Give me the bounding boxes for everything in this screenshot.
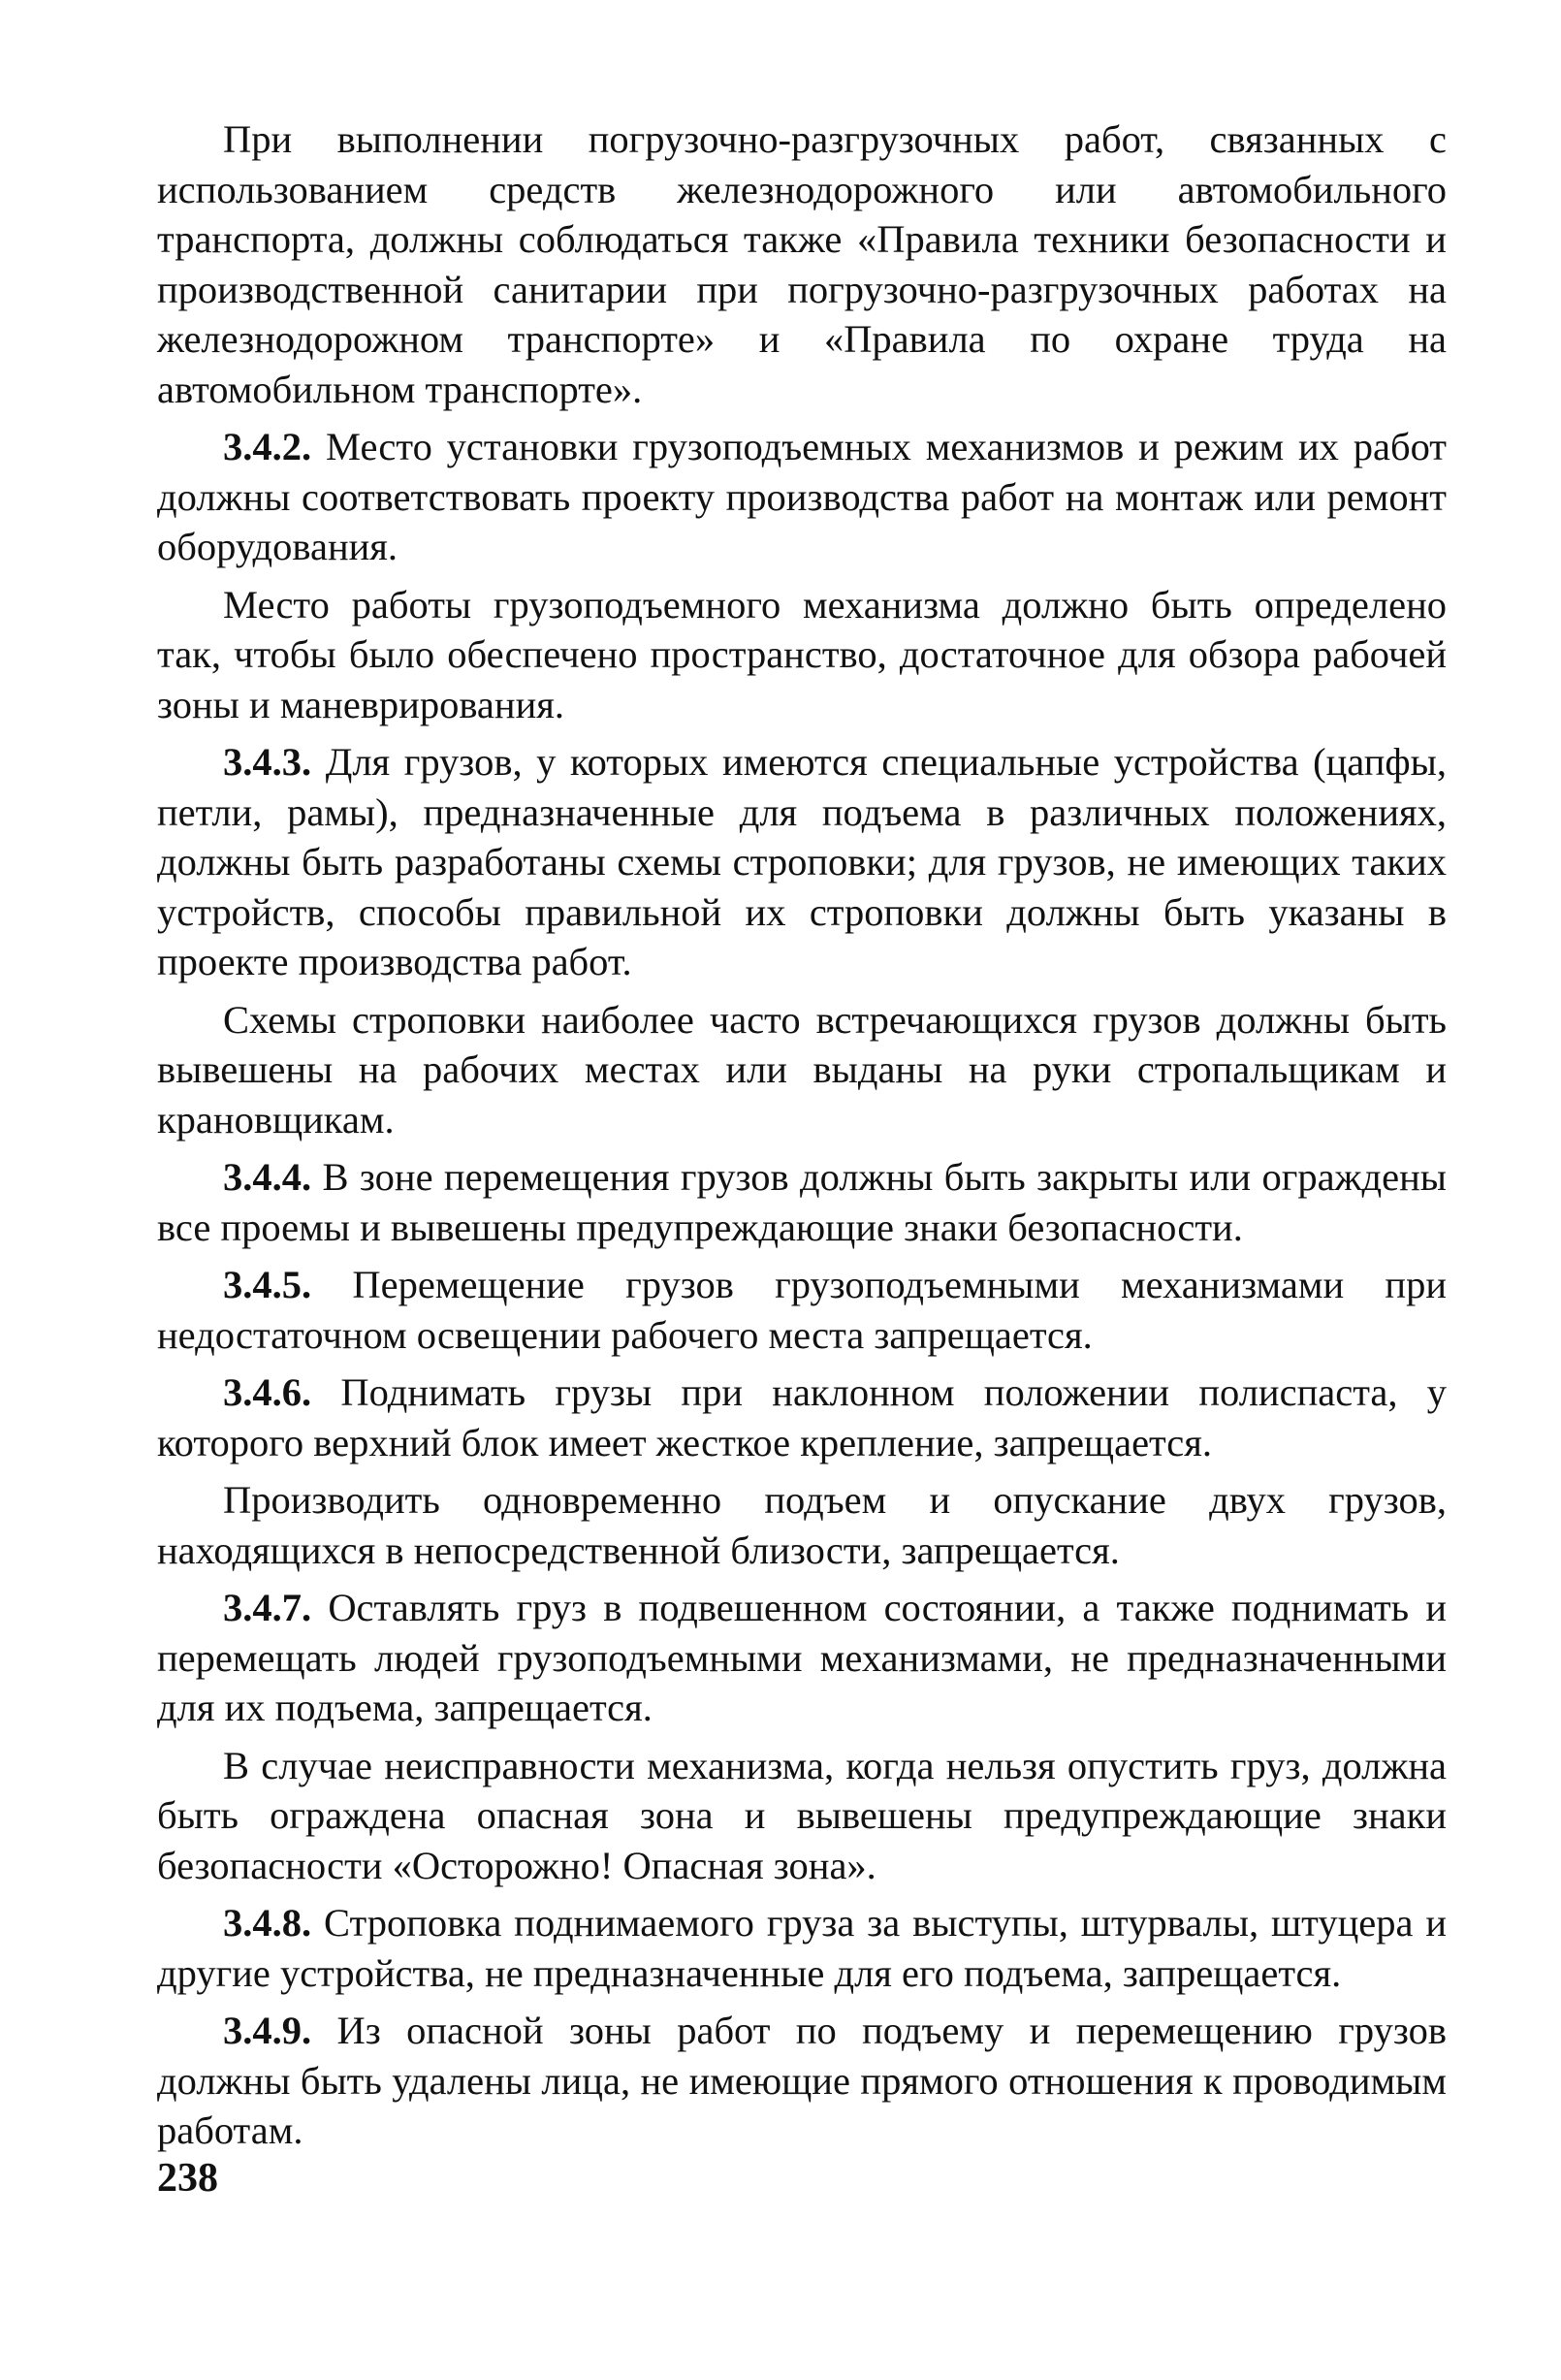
paragraph-3-4-9 bbox=[157, 2006, 1447, 2156]
paragraph-3-4-4 bbox=[157, 1152, 1447, 1252]
page-number: 238 bbox=[157, 2156, 218, 2201]
paragraph-two-loads bbox=[157, 1475, 1447, 1575]
section-number: 3.4.4. bbox=[223, 1155, 312, 1199]
paragraph-3-4-2 bbox=[157, 422, 1447, 572]
paragraph-text: Производить одновременно подъем и опускание двух грузов, находящихся в непосредственной близости, запрещается. bbox=[157, 1478, 1447, 1572]
section-number: 3.4.6. bbox=[223, 1370, 312, 1414]
paragraph-text: Оставлять груз в подвешенном состоянии, а также поднимать и перемещать людей грузоподъемными механизмами, не предназначенными для их подъема, запрещается. bbox=[157, 1586, 1447, 1729]
paragraph-text: Место работы грузоподъемного механизма должно быть определено так, чтобы было обеспечено пространство, достаточное для обзора рабочей зоны и маневрирования. bbox=[157, 582, 1447, 726]
paragraph-3-4-6 bbox=[157, 1367, 1447, 1467]
paragraph-3-4-8 bbox=[157, 1898, 1447, 1998]
paragraph-text: Перемещение грузов грузоподъемными механизмами при недостаточном освещении рабочего места запрещается. bbox=[157, 1263, 1447, 1357]
paragraph-text: В зоне перемещения грузов должны быть закрыты или ограждены все проемы и вывешены предупреждающие знаки безопасности. bbox=[157, 1155, 1447, 1249]
section-number: 3.4.9. bbox=[223, 2009, 312, 2052]
paragraph-slinging-schemes bbox=[157, 995, 1447, 1145]
paragraph-text: При выполнении погрузочно-разгрузочных работ, связанных с использованием средств железнодорожного или автомобильного транспорта, должны соблюдаться также «Правила техники безопасности и производственной санитарии при погрузочно-разгрузочных работах на железнодорожном транспорте» и «Правила по охране труда на автомобильном транспорте». bbox=[157, 117, 1447, 411]
paragraph-text: Для грузов, у которых имеются специальные устройства (цапфы, петли, рамы), предназначенные для подъема в различных положениях, должны быть разработаны схемы строповки; для грузов, не имеющих таких устройств, способы правильной их строповки должны быть указаны в проекте производства работ. bbox=[157, 740, 1447, 983]
paragraph-text: Строповка поднимаемого груза за выступы, штурвалы, штуцера и другие устройства, не предназначенные для его подъема, запрещается. bbox=[157, 1901, 1448, 1995]
paragraph-intro bbox=[157, 114, 1447, 414]
page-body bbox=[157, 114, 1447, 2164]
section-number: 3.4.5. bbox=[223, 1263, 312, 1306]
section-number: 3.4.3. bbox=[223, 740, 312, 784]
paragraph-3-4-3 bbox=[157, 737, 1447, 987]
paragraph-text: Схемы строповки наиболее часто встречающихся грузов должны быть вывешены на рабочих местах или выданы на руки стропальщикам и крановщикам. bbox=[157, 997, 1447, 1142]
paragraph-text: Из опасной зоны работ по подъему и перемещению грузов должны быть удалены лица, не имеющие прямого отношения к проводимым работам. bbox=[157, 2009, 1448, 2152]
paragraph-text: Поднимать грузы при наклонном положении полиспаста, у которого верхний блок имеет жесткое крепление, запрещается. bbox=[157, 1370, 1447, 1464]
paragraph-3-4-7 bbox=[157, 1583, 1447, 1733]
paragraph-malfunction bbox=[157, 1741, 1447, 1891]
paragraph-3-4-5 bbox=[157, 1260, 1447, 1360]
section-number: 3.4.8. bbox=[223, 1901, 312, 1945]
paragraph-text: Место установки грузоподъемных механизмов и режим их работ должны соответствовать проекту производства работ на монтаж или ремонт оборудования. bbox=[157, 425, 1448, 568]
paragraph-work-area bbox=[157, 580, 1447, 730]
section-number: 3.4.7. bbox=[223, 1586, 312, 1629]
section-number: 3.4.2. bbox=[223, 425, 312, 468]
paragraph-text: В случае неисправности механизма, когда нельзя опустить груз, должна быть ограждена опасная зона и вывешены предупреждающие знаки безопасности «Осторожно! Опасная зона». bbox=[157, 1743, 1447, 1887]
